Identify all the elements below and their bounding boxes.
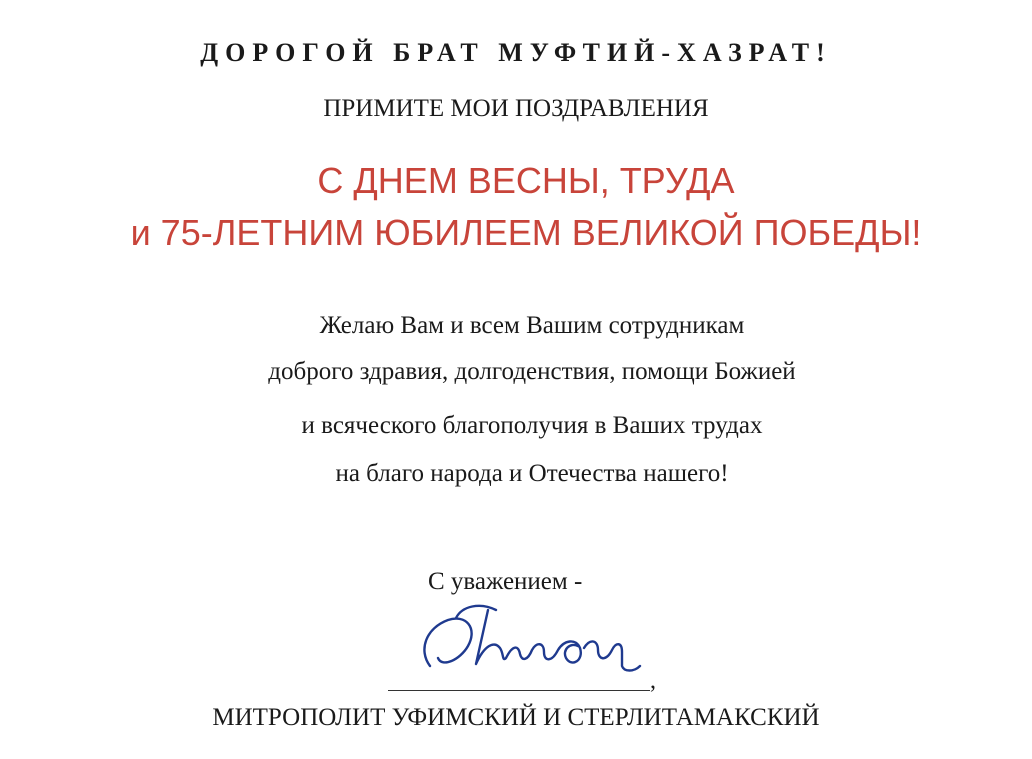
salutation: ДОРОГОЙ БРАТ МУФТИЙ-ХАЗРАТ! — [200, 38, 832, 67]
body-line-4: на благо народа и Отечества нашего! — [335, 460, 729, 487]
handwritten-signature — [408, 588, 668, 698]
body-line-1: Желаю Вам и всем Вашим сотрудникам — [319, 312, 745, 339]
signature-line — [388, 690, 650, 691]
body-line-3: и всяческого благополучия в Ваших трудах — [301, 412, 763, 439]
accept-line: ПРИМИТЕ МОИ ПОЗДРАВЛЕНИЯ — [323, 95, 709, 122]
greeting-line-1: С ДНЕМ ВЕСНЫ, ТРУДА — [317, 160, 735, 201]
greeting-line-2: и 75-ЛЕТНИМ ЮБИЛЕЕМ ВЕЛИКОЙ ПОБЕДЫ! — [130, 212, 922, 253]
closing: С уважением - — [428, 568, 583, 595]
signatory-title: МИТРОПОЛИТ УФИМСКИЙ И СТЕРЛИТАМАКСКИЙ — [212, 704, 820, 731]
body-line-2: доброго здравия, долгоденствия, помощи Божией — [268, 358, 796, 385]
signature-comma: , — [650, 668, 656, 694]
